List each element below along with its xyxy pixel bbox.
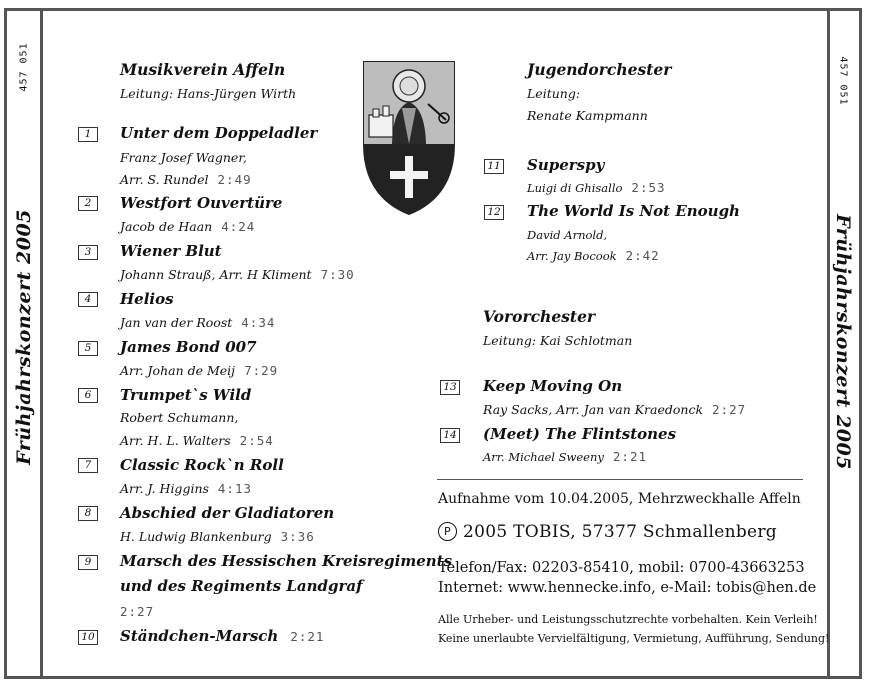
track-credit: Jacob de Haan [120, 219, 213, 234]
track-credit-line [483, 449, 647, 464]
contact-phone: Telefon/Fax: 02203-85410, mobil: 0700-43663253 [438, 560, 805, 576]
track-title: Westfort Ouvertüre [120, 194, 283, 212]
track-credit-line [120, 172, 252, 187]
track-credit: Franz Josef Wagner, [120, 150, 247, 165]
track-credit-line [120, 529, 315, 544]
track-number: 12 [484, 205, 504, 220]
track-number: 14 [440, 428, 460, 443]
catalog-number-right: 457 051 [837, 56, 849, 106]
phonogram-copyright-icon: P [438, 522, 457, 541]
track-number: 5 [78, 341, 98, 356]
track-credit-line [120, 481, 252, 496]
track-title: Trumpet`s Wild [120, 386, 252, 404]
copyright-text: 2005 TOBIS, 57377 Schmallenberg [463, 522, 777, 542]
track-credit-line [120, 604, 154, 619]
section-title-musikverein: Musikverein Affeln [120, 60, 286, 79]
spine-title-right: Frühjahrskonzert 2005 [832, 214, 854, 470]
track-duration: 3:36 [280, 529, 315, 544]
divider [437, 479, 803, 480]
track-title: Classic Rock`n Roll [120, 456, 284, 474]
track-number: 6 [78, 388, 98, 403]
recording-info: Aufnahme vom 10.04.2005, Mehrzweckhalle Affeln [438, 491, 801, 507]
section-leitung-name-jugendorchester: Renate Kampmann [527, 108, 648, 123]
track-credit: Luigi di Ghisallo [527, 181, 623, 195]
track-title: Wiener Blut [120, 242, 222, 260]
track-number: 13 [440, 380, 460, 395]
track-credit-line [527, 248, 660, 263]
track-title: The World Is Not Enough [527, 202, 740, 220]
rights-line-1: Alle Urheber- und Leistungsschutzrechte vorbehalten. Kein Verleih! [438, 613, 818, 626]
track-duration: 2:54 [239, 433, 274, 448]
track-credit-line [120, 267, 355, 282]
track-duration: 2:21 [290, 629, 325, 644]
copyright-line [438, 522, 777, 542]
track-duration: 4:13 [217, 481, 253, 496]
track-title-line [120, 627, 324, 645]
rights-line-2: Keine unerlaubte Vervielfältigung, Vermietung, Aufführung, Sendung! [438, 632, 830, 645]
track-credit: Arr. H. L. Walters [120, 433, 231, 448]
track-number: 11 [484, 159, 504, 174]
track-credit: H. Ludwig Blankenburg [120, 529, 272, 544]
track-credit: Arr. J. Higgins [120, 481, 209, 496]
section-title-vororchester: Vororchester [483, 307, 596, 326]
track-credit: David Arnold, [527, 228, 608, 242]
contact-internet: Internet: www.hennecke.info, e-Mail: tobis@hen.de [438, 580, 817, 596]
track-credit: Robert Schumann, [120, 410, 239, 425]
track-number: 4 [78, 292, 98, 307]
track-number: 2 [78, 196, 98, 211]
track-number: 10 [78, 630, 98, 645]
track-duration: 2:27 [120, 604, 155, 619]
track-credit-line [120, 219, 255, 234]
track-number: 7 [78, 458, 98, 473]
section-leitung-label-jugendorchester: Leitung: [527, 86, 581, 101]
track-duration: 7:30 [320, 267, 355, 282]
coat-of-arms-icon [362, 60, 456, 216]
track-title: Abschied der Gladiatoren [120, 504, 335, 522]
track-duration: 7:29 [244, 363, 279, 378]
track-title: Ständchen-Marsch [120, 627, 279, 645]
track-title: Keep Moving On [483, 377, 623, 395]
track-title: Helios [120, 290, 174, 308]
track-title: Unter dem Doppeladler [120, 124, 318, 142]
track-title: James Bond 007 [120, 338, 257, 356]
track-credit: Arr. Michael Sweeny [483, 450, 604, 464]
track-credit-line [120, 433, 274, 448]
catalog-number-left: 457 051 [18, 42, 30, 92]
track-credit: Johann Strauß, Arr. H Kliment [120, 267, 312, 282]
track-duration: 2:49 [217, 172, 252, 187]
track-number: 1 [78, 127, 98, 142]
track-number: 9 [78, 555, 98, 570]
section-leitung-musikverein: Leitung: Hans-Jürgen Wirth [120, 86, 297, 101]
track-number: 8 [78, 506, 98, 521]
spine-title-left: Frühjahrskonzert 2005 [13, 209, 35, 465]
track-title: (Meet) The Flintstones [483, 425, 677, 443]
track-credit: Jan van der Roost [120, 315, 233, 330]
track-duration: 4:24 [221, 219, 256, 234]
track-duration: 2:53 [631, 180, 666, 195]
track-credit: Arr. Johan de Meij [120, 363, 236, 378]
track-credit-line [527, 180, 666, 195]
section-leitung-vororchester: Leitung: Kai Schlotman [483, 333, 633, 348]
track-credit: Ray Sacks, Arr. Jan van Kraedonck [483, 402, 704, 417]
track-credit-line [120, 363, 278, 378]
track-credit-line [483, 402, 746, 417]
track-title-line2: und des Regiments Landgraf [120, 577, 363, 595]
track-credit-line [120, 315, 275, 330]
track-duration: 2:21 [612, 449, 647, 464]
section-title-jugendorchester: Jugendorchester [527, 60, 672, 79]
track-number: 3 [78, 245, 98, 260]
track-title: Marsch des Hessischen Kreisregiments [120, 552, 453, 570]
track-credit: Arr. S. Rundel [120, 172, 209, 187]
track-title: Superspy [527, 156, 605, 174]
track-credit: Arr. Jay Bocook [527, 249, 617, 263]
track-duration: 4:34 [241, 315, 276, 330]
track-duration: 2:42 [625, 248, 660, 263]
track-duration: 2:27 [712, 402, 747, 417]
